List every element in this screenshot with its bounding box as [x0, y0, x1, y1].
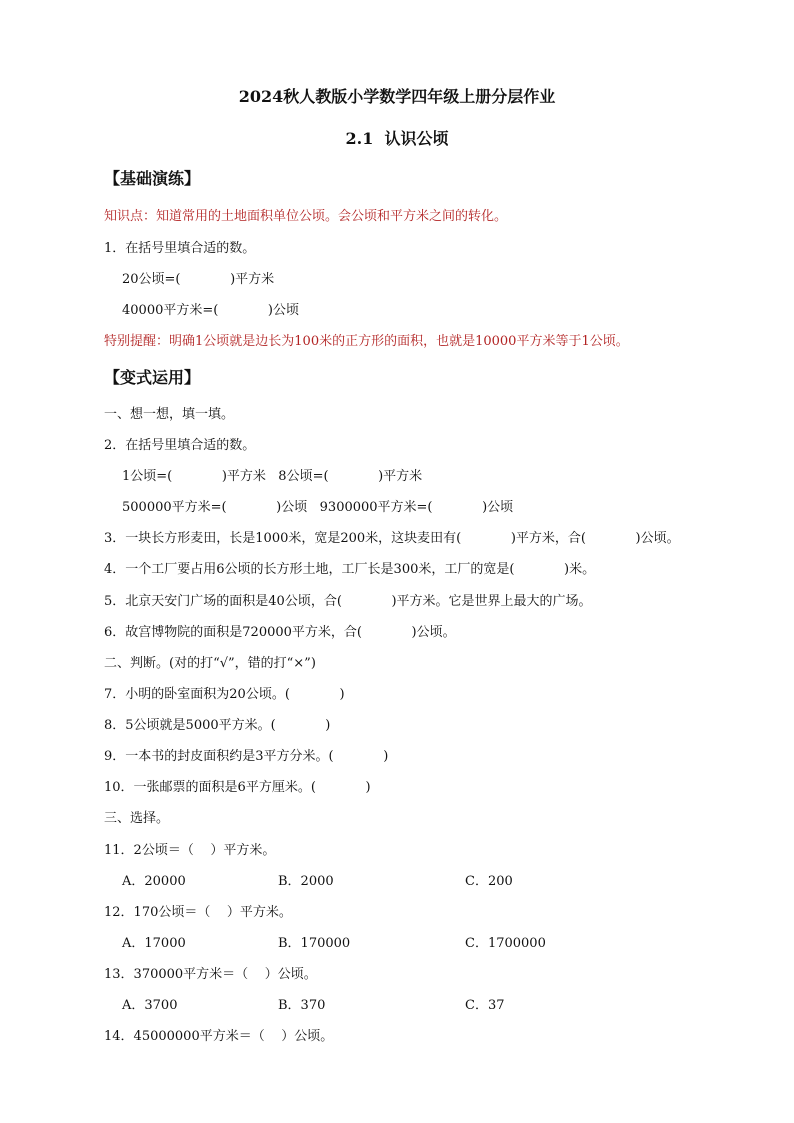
q11-option-c: C．200: [465, 874, 513, 889]
q11-option-b: B．2000: [278, 874, 334, 889]
q12-option-a: A．17000: [122, 936, 186, 951]
section-variant-header: 【变式运用】: [104, 368, 201, 387]
q11-option-a: A．20000: [122, 874, 186, 889]
question-7: 7．小明的卧室面积为20公顷。( ): [104, 687, 345, 702]
question-2-b: 500000平方米=( )公顷 9300000平方米=( )公顷: [122, 500, 514, 515]
q13-option-c: C．37: [465, 998, 505, 1013]
special-reminder: 特别提醒：明确1公顷就是边长为100米的正方形的面积，也就是10000平方米等于1公顷。: [104, 334, 629, 349]
question-14: 14．45000000平方米＝（ ）公顷。: [104, 1029, 334, 1044]
question-13: 13．370000平方米＝（ ）公顷。: [104, 967, 317, 982]
question-10: 10．一张邮票的面积是6平方厘米。( ): [104, 780, 371, 795]
knowledge-point: 知识点：知道常用的土地面积单位公顷。会公顷和平方米之间的转化。: [104, 209, 508, 224]
question-1: 1．在括号里填合适的数。: [104, 241, 256, 256]
lesson-title: 2.1 认识公顷: [345, 129, 449, 148]
question-11: 11．2公顷＝（ ）平方米。: [104, 843, 276, 858]
question-8: 8．5公顷就是5000平方米。( ): [104, 718, 331, 733]
question-1-b: 40000平方米=( )公顷: [122, 303, 299, 318]
part-3-heading: 三、选择。: [104, 811, 170, 826]
question-3: 3．一块长方形麦田，长是1000米，宽是200米，这块麦田有( )平方米，合( )公顷。: [104, 531, 680, 546]
question-2-a: 1公顷=( )平方米 8公顷=( )平方米: [122, 469, 423, 484]
part-1-heading: 一、想一想，填一填。: [104, 407, 235, 422]
section-basic-header: 【基础演练】: [104, 169, 201, 188]
document-title: 2024秋人教版小学数学四年级上册分层作业: [238, 87, 556, 106]
q12-option-c: C．1700000: [465, 936, 546, 951]
question-5: 5．北京天安门广场的面积是40公顷，合( )平方米。它是世界上最大的广场。: [104, 594, 592, 609]
q12-option-b: B．170000: [278, 936, 351, 951]
question-12: 12．170公顷＝（ ）平方米。: [104, 905, 292, 920]
question-4: 4．一个工厂要占用6公顷的长方形土地，工厂长是300米，工厂的宽是( )米。: [104, 562, 596, 577]
question-9: 9．一本书的封皮面积约是3平方分米。( ): [104, 749, 389, 764]
question-1-a: 20公顷=( )平方米: [122, 272, 275, 287]
question-2: 2．在括号里填合适的数。: [104, 438, 256, 453]
question-6: 6．故宫博物院的面积是720000平方米，合( )公顷。: [104, 625, 456, 640]
part-2-heading: 二、判断。(对的打“√”，错的打“×”): [104, 656, 316, 671]
q13-option-b: B．370: [278, 998, 326, 1013]
q13-option-a: A．3700: [122, 998, 178, 1013]
